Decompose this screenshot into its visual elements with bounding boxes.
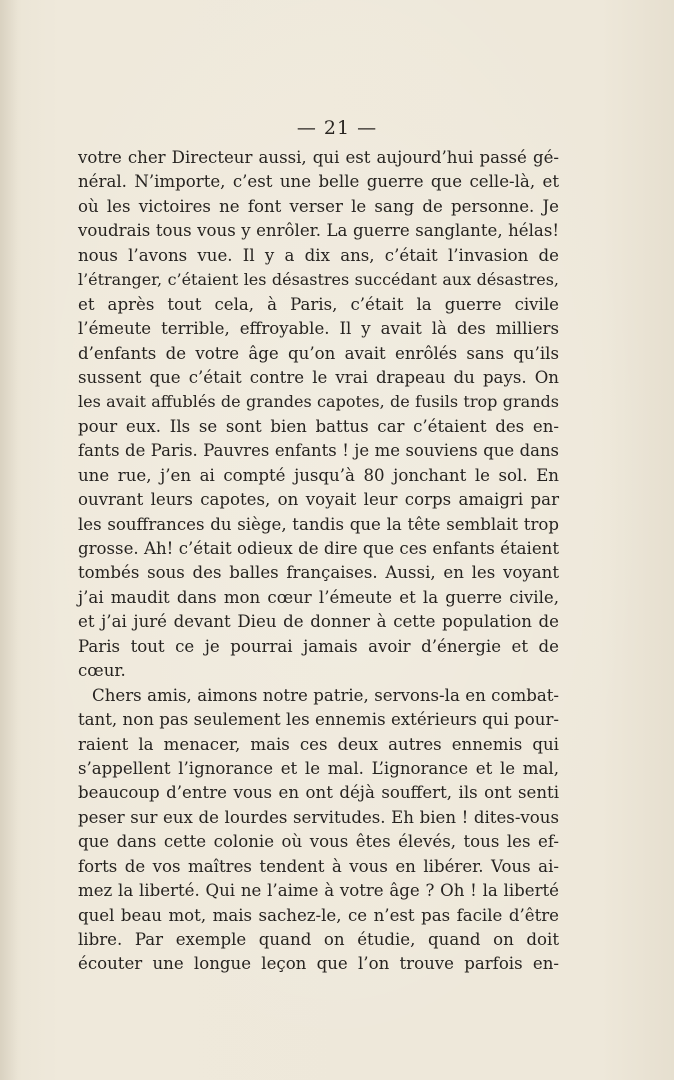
text-line: les avait affublés de grandes capotes, de fusils trop grands [78,392,559,412]
text-line: raient la menacer, mais ces deux autres ennemis qui [78,734,559,754]
text-line: l’étranger, c’étaient les désastres succédant aux désastres, [78,270,559,290]
text-line: une rue, j’en ai compté jusqu’à 80 jonchant le sol. En [78,465,559,485]
text-line: tombés sous des balles françaises. Aussi, en les voyant [78,563,559,583]
text-line: peser sur eux de lourdes servitudes. Eh bien ! dites-vous [78,807,559,827]
text-line: et après tout cela, à Paris, c’était la guerre civile [78,294,559,314]
text-line: fants de Paris. Pauvres enfants ! je me souviens que dans [78,441,559,461]
text-line: écouter une longue leçon que l’on trouve parfois en- [78,954,559,974]
body-text [78,146,559,977]
text-line: et j’ai juré devant Dieu de donner à cette population de [78,612,559,632]
text-line: d’enfants de votre âge qu’on avait enrôlés sans qu’ils [78,343,559,363]
text-line: cœur. [78,661,126,681]
text-line: beaucoup d’entre vous en ont déjà souffert, ils ont senti [78,783,559,803]
text-line: tant, non pas seulement les ennemis extérieurs qui pour- [78,710,559,730]
text-line: l’émeute terrible, effroyable. Il y avait là des milliers [78,319,559,339]
text-line: Paris tout ce je pourrai jamais avoir d’énergie et de [78,636,559,656]
text-line: forts de vos maîtres tendent à vous en libérer. Vous ai- [78,856,559,876]
text-line: libre. Par exemple quand on étudie, quand on doit [78,930,559,949]
paragraph-first-line: Chers amis, aimons notre patrie, servons-la en combat- [92,685,559,705]
text-line: sussent que c’était contre le vrai drapeau du pays. On [78,367,559,387]
text-line: ouvrant leurs capotes, on voyait leur corps amaigri par [78,490,559,510]
text-line: mez la liberté. Qui ne l’aime à votre âge ? Oh ! la liberté [78,881,559,901]
text-line: pour eux. Ils se sont bien battus car c’étaient des en- [78,416,559,436]
text-line: nous l’avons vue. Il y a dix ans, c’était l’invasion de [78,245,559,265]
page-number: — 21 — [296,117,378,139]
text-line: grosse. Ah! c’était odieux de dire que ces enfants étaient [78,539,559,558]
text-line: néral. N’importe, c’est une belle guerre que celle-là, et [78,172,559,192]
text-line: où les victoires ne font verser le sang de personne. Je [78,196,559,216]
text-line: votre cher Directeur aussi, qui est aujourd’hui passé gé- [78,148,559,167]
text-line: voudrais tous vous y enrôler. La guerre sanglante, hélas! [78,221,559,241]
text-line: que dans cette colonie où vous êtes élevés, tous les ef- [78,832,559,852]
text-line: quel beau mot, mais sachez-le, ce n’est pas facile d’être [78,905,559,925]
text-line: les souffrances du siège, tandis que la tête semblait trop [78,514,559,534]
text-line: j’ai maudit dans mon cœur l’émeute et la guerre civile, [78,587,559,607]
text-line: s’appellent l’ignorance et le mal. L’ignorance et le mal, [78,758,559,778]
